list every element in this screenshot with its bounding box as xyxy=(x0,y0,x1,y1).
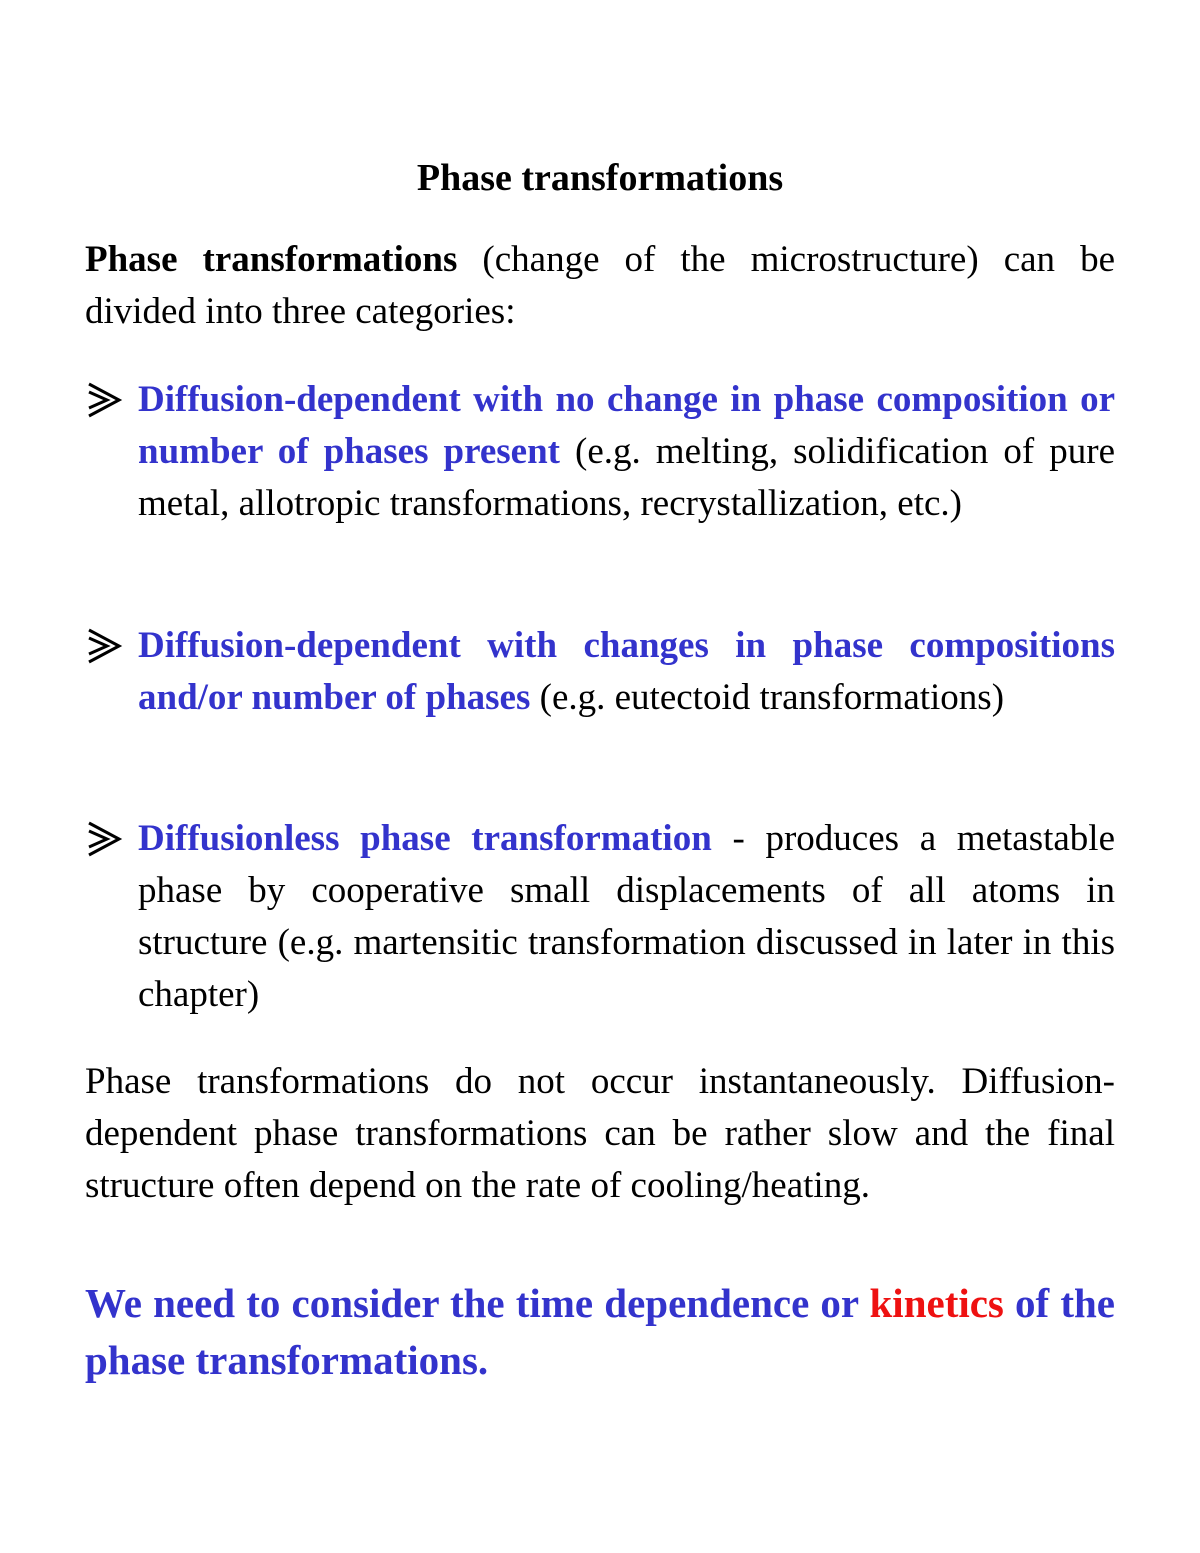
intro-paragraph xyxy=(85,234,1115,338)
arrowhead-bullet-icon xyxy=(85,378,125,422)
closing-paragraph: Phase transformations do not occur instantaneously. Diffusion-dependent phase transformations can be rather slow and the final structure often depend on the rate of cooling/heating. xyxy=(85,1061,1115,1206)
intro-rest: (change of the microstructure) can be divided into three categories: xyxy=(85,239,1115,332)
category-text-2 xyxy=(138,620,1115,724)
category-text-3 xyxy=(138,813,1115,1021)
category-text-1 xyxy=(138,374,1115,530)
category-rest-2: (e.g. eutectoid transformations) xyxy=(530,677,1005,718)
intro-lead: Phase transformations xyxy=(85,239,458,280)
page-title: Phase transformations xyxy=(416,157,784,199)
category-highlight-3: Diffusionless phase transformation xyxy=(138,818,712,859)
category-highlight-2: Diffusion-dependent with changes in phase compositions and/or number of phases xyxy=(138,625,1115,718)
kinetics-keyword: kinetics xyxy=(869,1280,1004,1326)
arrowhead-bullet-icon xyxy=(85,817,125,861)
conclusion-statement xyxy=(85,1275,1115,1389)
conclusion-part-2: of the phase transformations. xyxy=(85,1280,1115,1383)
category-rest-1: (e.g. melting, solidification of pure metal, allotropic transformations, recrystallization, etc.) xyxy=(138,431,1115,524)
category-rest-3: - produces a metastable phase by cooperative small displacements of all atoms in structure (e.g. martensitic transformation discussed in later in this chapter) xyxy=(138,818,1115,1015)
category-highlight-1: Diffusion-dependent with no change in phase composition or number of phases present xyxy=(138,379,1115,472)
arrowhead-bullet-icon xyxy=(85,624,125,668)
conclusion-part-1: We need to consider the time dependence or xyxy=(85,1280,870,1326)
